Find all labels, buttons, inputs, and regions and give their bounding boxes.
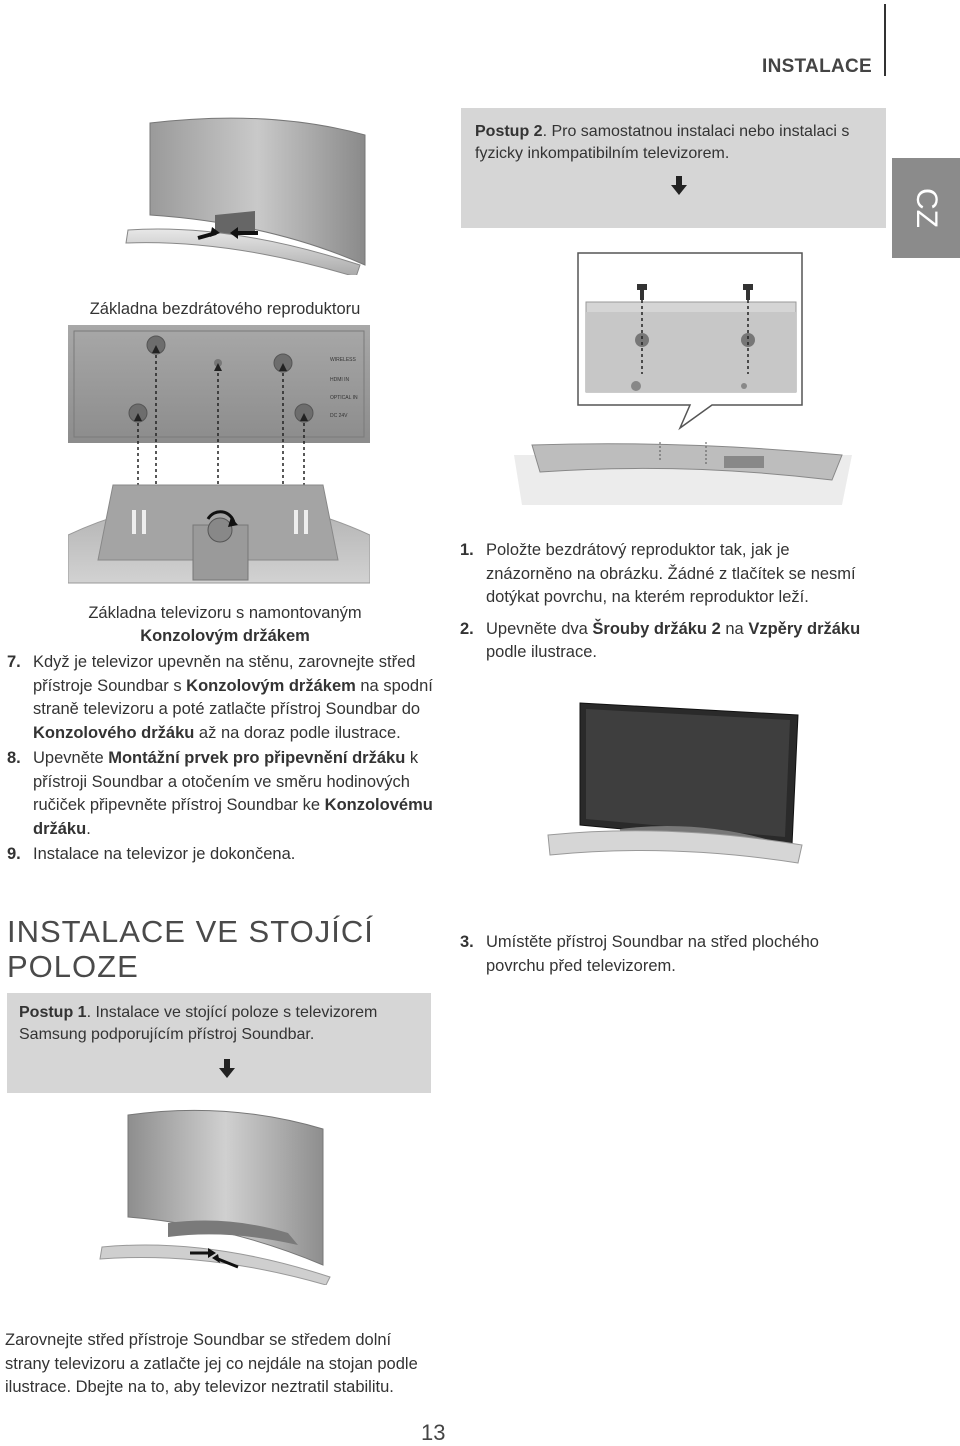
down-arrow-icon <box>671 176 687 196</box>
port-label-dc: DC 24V <box>330 413 348 419</box>
down-arrow-icon <box>219 1059 235 1079</box>
language-tab: CZ <box>892 158 960 258</box>
bracket-alignment-illustration <box>68 325 370 603</box>
standing-tv-illustration <box>98 1105 338 1285</box>
section-title: INSTALACE <box>761 56 872 77</box>
postup-1-box <box>7 993 431 1093</box>
port-label-wireless: WIRELESS <box>330 357 356 363</box>
section-heading: INSTALACE VE STOJÍCÍ POLOZE <box>7 914 374 984</box>
postup-2-text: Postup 2. Pro samostatnou instalaci nebo instalaci s fyzicky inkompatibilním televizorem. <box>475 123 850 162</box>
step-9: 9. Instalace na televizor je dokončena. <box>7 845 296 863</box>
steps-left <box>7 651 437 867</box>
step-7: 7. Když je televizor upevněn na stěnu, zarovnejte střed přístroje Soundbar s Konzolovým držákem na spodní straně televizoru a poté zatlačte přístroj Soundbar do Konzolového držáku až na doraz podle ilustrace. <box>7 653 433 742</box>
header-rule <box>884 4 886 76</box>
port-label-optical: OPTICAL IN <box>330 395 358 401</box>
postup-1-text: Postup 1. Instalace ve stojící poloze s televizorem Samsung podporujícím přístroj Soundbar. <box>19 1004 378 1043</box>
screw-detail-illustration <box>512 250 862 515</box>
step-8: 8. Upevněte Montážní prvek pro připevnění držáku k přístroji Soundbar a otočením ve směru hodinových ručiček připevněte přístroj Soundbar ke Konzolovému držáku. <box>7 749 433 838</box>
steps-right <box>460 539 880 665</box>
step-3: 3. Umístěte přístroj Soundbar na střed plochého povrchu před televizorem. <box>460 933 819 975</box>
step-2: 2. Upevněte dva Šrouby držáku 2 na Vzpěry držáku podle ilustrace. <box>460 619 861 661</box>
step-1: 1. Položte bezdrátový reproduktor tak, jak je znázorněno na obrázku. Žádné z tlačítek se nesmí dotýkat povrchu, na kterém reproduktor leží. <box>460 541 856 606</box>
caption-speaker-base: Základna bezdrátového reproduktoru <box>89 300 361 318</box>
port-label-hdmi: HDMI IN <box>330 377 350 383</box>
caption-tv-base: Základna televizoru s namontovaným Konzolovým držákem <box>88 604 362 645</box>
page-number: 13 <box>421 1420 446 1445</box>
postup-2-box <box>461 108 886 228</box>
bottom-paragraph: Zarovnejte střed přístroje Soundbar se středem dolní strany televizoru a zatlačte jej co nejdále na stojan podle ilustrace. Dbejte na to, aby televizor neztratil stabilitu. <box>5 1331 418 1396</box>
flat-tv-illustration <box>540 695 810 870</box>
tv-mount-illustration <box>120 115 380 275</box>
